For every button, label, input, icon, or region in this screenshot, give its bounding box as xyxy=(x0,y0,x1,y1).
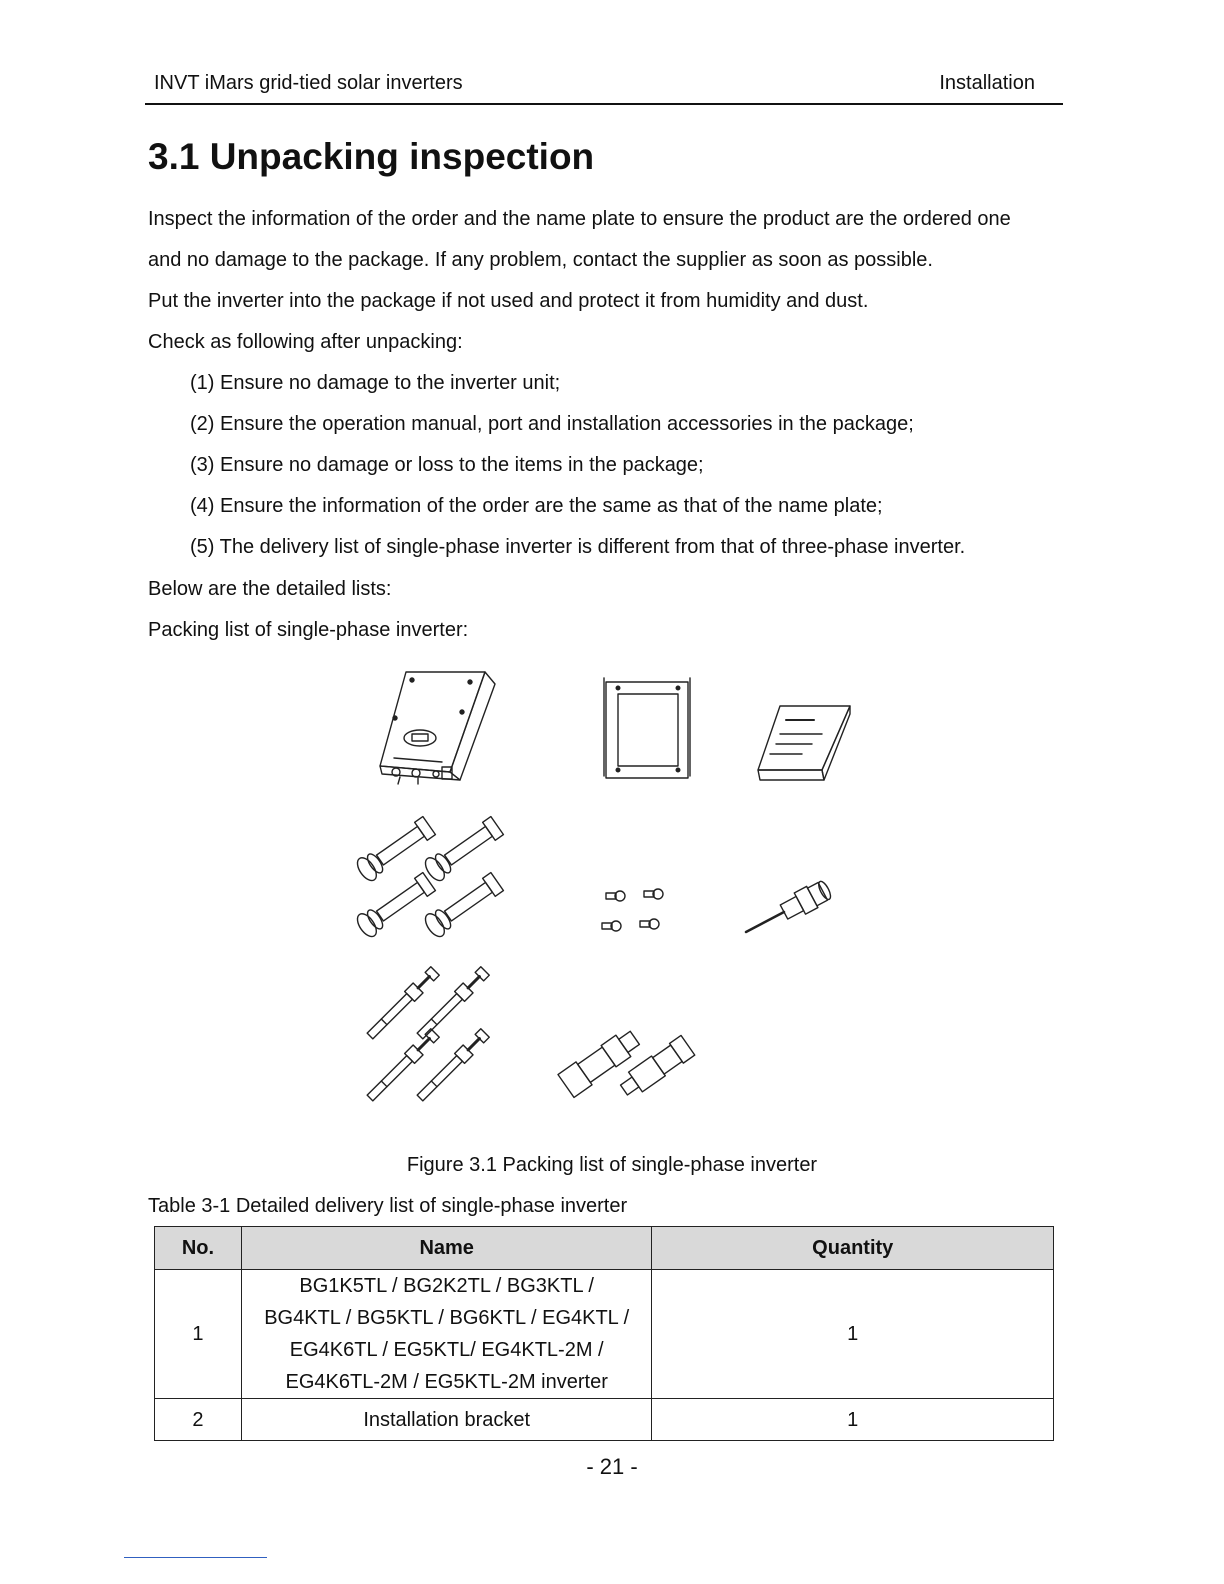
cell-name-line: EG4K6TL-2M / EG5KTL-2M inverter xyxy=(285,1371,608,1393)
operation-manual-image xyxy=(758,706,850,780)
table-caption: Table 3-1 Detailed delivery list of single-phase inverter xyxy=(148,1195,628,1217)
table-row xyxy=(155,1399,1054,1441)
header-chapter: Installation xyxy=(939,72,1035,94)
cell-name xyxy=(241,1399,652,1441)
table-header-row xyxy=(155,1227,1054,1270)
checklist-item: (4) Ensure the information of the order are the same as that of the name plate; xyxy=(190,495,883,517)
column-header-quantity: Quantity xyxy=(652,1227,1054,1270)
checklist-item: (3) Ensure no damage or loss to the items in the package; xyxy=(190,454,704,476)
cell-name-line: BG1K5TL / BG2K2TL / BG3KTL / xyxy=(299,1275,594,1297)
paragraph-line: Put the inverter into the package if not used and protect it from humidity and dust. xyxy=(148,290,869,312)
page-number: - 21 - xyxy=(586,1454,638,1479)
pv-connectors-image xyxy=(558,1026,695,1099)
paragraph-line: Inspect the information of the order and the name plate to ensure the product are the ordered one xyxy=(148,208,1011,230)
cell-quantity: 1 xyxy=(652,1399,1054,1441)
cell-quantity: 1 xyxy=(652,1270,1054,1399)
paragraph-line: and no damage to the package. If any problem, contact the supplier as soon as possible. xyxy=(148,249,933,271)
screws-image xyxy=(602,889,663,931)
checklist-item: (5) The delivery list of single-phase inverter is different from that of three-phase inverter. xyxy=(190,536,966,558)
paragraph-line: Packing list of single-phase inverter: xyxy=(148,619,469,641)
section-title: 3.1 Unpacking inspection xyxy=(148,136,595,177)
column-header-name: Name xyxy=(241,1227,652,1270)
delivery-list-table xyxy=(154,1226,1054,1441)
cell-no: 2 xyxy=(155,1399,242,1441)
packing-list-figure xyxy=(340,660,880,1120)
cell-no: 1 xyxy=(155,1270,242,1399)
column-header-no: No. xyxy=(155,1227,242,1270)
header-doc-title: INVT iMars grid-tied solar inverters xyxy=(154,72,463,94)
cell-name-line: Installation bracket xyxy=(363,1408,531,1431)
inverter-unit-image xyxy=(380,672,495,784)
cell-name-line: EG4K6TL / EG5KTL/ EG4KTL-2M / xyxy=(289,1339,604,1361)
table-row xyxy=(155,1270,1054,1399)
bolts-image xyxy=(354,815,505,940)
page-header xyxy=(145,70,1063,105)
installation-bracket-image xyxy=(604,678,690,778)
cell-name-line: BG4KTL / BG5KTL / BG6KTL / EG4KTL / xyxy=(264,1307,630,1329)
checklist-item: (2) Ensure the operation manual, port and installation accessories in the package; xyxy=(190,413,914,435)
cell-name xyxy=(241,1270,652,1399)
expansion-bolts-image xyxy=(365,966,490,1103)
paragraph-line: Below are the detailed lists: xyxy=(148,578,392,600)
cable-gland-image xyxy=(746,878,834,932)
checklist-item: (1) Ensure no damage to the inverter unit; xyxy=(190,372,561,394)
figure-caption: Figure 3.1 Packing list of single-phase inverter xyxy=(406,1154,818,1176)
footnote-separator xyxy=(124,1557,267,1558)
paragraph-line: Check as following after unpacking: xyxy=(148,331,463,353)
